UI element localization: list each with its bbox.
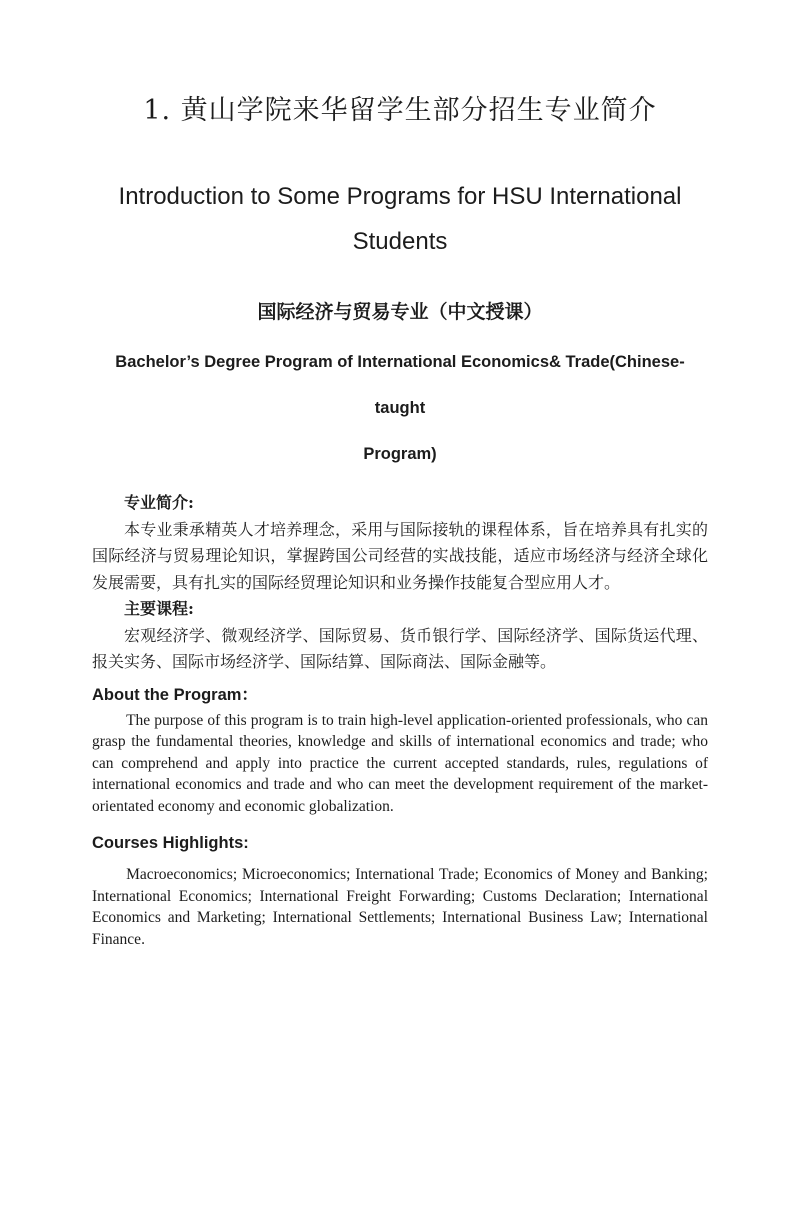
- program-heading-en-line2: Program): [363, 445, 437, 463]
- program-intro-label-zh: 专业简介:: [124, 493, 194, 512]
- about-program-heading: About the Program：: [92, 685, 258, 704]
- document-page: [0, 94, 794, 1217]
- courses-highlights-paragraph: Macroeconomics; Microeconomics; International Trade; Economics of Money and Banking; International Economics; International Freight Forwarding; Customs Declaration; International Economics and Marketing; International Settlements; International Business Law; International Finance.: [92, 866, 708, 948]
- document-title-zh: 1. 黄山学院来华留学生部分招生专业简介: [143, 95, 657, 126]
- document-title-en: [92, 174, 708, 264]
- document-title-en-line2: Students: [352, 228, 448, 255]
- document-title-en-line1: Introduction to Some Programs for HSU International: [118, 183, 682, 210]
- program-intro-paragraph-zh: 本专业秉承精英人才培养理念，采用与国际接轨的课程体系，旨在培养具有扎实的国际经济与贸易理论知识，掌握跨国公司经营的实战技能，适应市场经济与经济全球化发展需要，具有扎实的国际经贸理论知识和业务操作技能复合型应用人才。: [92, 519, 708, 592]
- chinese-program-description: [92, 490, 708, 676]
- program-courses-paragraph-zh: 宏观经济学、微观经济学、国际贸易、货币银行学、国际经济学、国际货运代理、报关实务、国际市场经济学、国际结算、国际商法、国际金融等。: [92, 625, 708, 671]
- program-heading-zh: 国际经济与贸易专业（中文授课）: [257, 301, 543, 323]
- about-program-paragraph: The purpose of this program is to train high-level application-oriented professionals, who can grasp the fundamental theories, knowledge and skills of international economics and trade; who can comprehend and apply into practice the current accepted standards, rules, regulations of international economics and trade and who can meet the development requirement of the market-orientated economy and economic globalization.: [92, 711, 708, 815]
- program-courses-label-zh: 主要课程:: [124, 599, 194, 618]
- courses-highlights-heading: Courses Highlights:: [92, 834, 249, 852]
- program-heading-en: [92, 339, 708, 477]
- program-heading-en-line1: Bachelor’s Degree Program of International Economics& Trade(Chinese-taught: [115, 353, 685, 417]
